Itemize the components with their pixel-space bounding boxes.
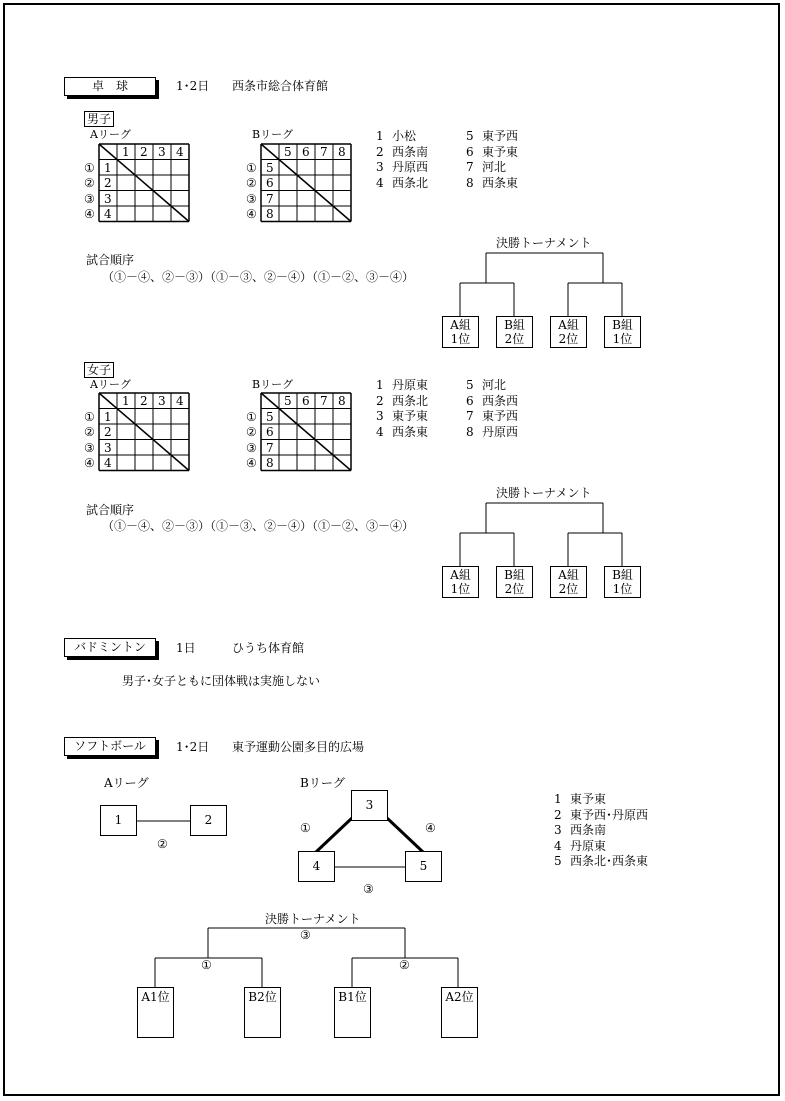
boys-final-box-line: 2位 (558, 332, 579, 346)
softball-team-num: 1 (554, 792, 562, 806)
boys-team-num: 7 (466, 160, 474, 174)
softball-a-node-2: 2 (190, 805, 227, 836)
softball-team-name: 東予東 (570, 792, 607, 806)
softball-heading: ソフトボール (64, 737, 156, 756)
boys-team-name: 河北 (482, 160, 507, 174)
girls-order: （①－④、②－③）（①－③、②－④）（①－②、③－④） (102, 519, 415, 533)
boys-b-col-header: 5 (284, 145, 292, 159)
softball-b-game-4: ④ (425, 821, 436, 835)
softball-b-league-label: Bリーグ (300, 776, 345, 790)
girls-a-row-header: 2 (104, 425, 112, 439)
girls-team-name: 丹原西 (482, 424, 519, 439)
boys-a-col-header: 3 (158, 145, 166, 159)
girls-final-label: 決勝トーナメント (496, 486, 592, 500)
girls-final-box-line: 2位 (558, 582, 579, 596)
girls-a-league-label: Aリーグ (90, 378, 131, 391)
boys-team-name: 東予西 (482, 129, 519, 143)
girls-final-box-line: A組 (450, 568, 471, 582)
girls-team-num: 2 (376, 393, 384, 408)
girls-a-col-header: 1 (122, 394, 130, 408)
softball-b-node-3: 3 (351, 790, 388, 821)
boys-order-label: 試合順序 (86, 253, 135, 267)
girls-b-col-header: 7 (320, 394, 328, 408)
boys-b-row-mark: ③ (246, 191, 257, 206)
boys-a-row-mark: ② (84, 176, 95, 190)
softball-team-num: 4 (554, 838, 562, 853)
table-tennis-heading: 卓 球 (64, 77, 156, 96)
badminton-dates: 1日 (176, 641, 196, 655)
boys-team-num: 6 (466, 144, 474, 159)
boys-team-name: 東予東 (482, 144, 519, 159)
girls-team-num: 3 (376, 409, 384, 423)
boys-b-row-header: 5 (266, 160, 274, 175)
boys-team-num: 1 (376, 129, 384, 143)
boys-a-col-header: 2 (140, 145, 148, 159)
softball-team-num: 5 (554, 854, 562, 868)
softball-a-node-1: 1 (100, 805, 137, 836)
boys-b-col-header: 8 (338, 145, 346, 159)
boys-final-box-line: B組 (612, 318, 633, 332)
girls-b-col-header: 8 (338, 394, 346, 408)
girls-final-box-line: 1位 (612, 582, 633, 596)
girls-final-box-line: 1位 (450, 582, 471, 596)
boys-a-row-header: 3 (104, 191, 112, 206)
badminton-venue: ひうち体育館 (232, 641, 305, 655)
girls-b-row-header: 6 (266, 425, 274, 439)
girls-a-row-header: 4 (104, 456, 112, 470)
boys-b-row-header: 6 (266, 176, 274, 190)
softball-team-num: 2 (554, 807, 562, 822)
softball-team-num: 3 (554, 823, 562, 837)
girls-a-row-header: 3 (104, 440, 112, 455)
girls-final-box-line: B組 (504, 568, 525, 582)
boys-final-box-line: 1位 (450, 332, 471, 346)
girls-b-row-header: 7 (266, 440, 274, 455)
girls-a-col-header: 2 (140, 394, 148, 408)
girls-team-num: 6 (466, 393, 474, 408)
boys-a-row-mark: ① (84, 160, 95, 175)
girls-b-row-header: 8 (266, 456, 274, 470)
softball-semi-game-2: ② (399, 958, 410, 972)
girls-a-row-mark: ② (84, 425, 95, 439)
boys-a-row-header: 4 (104, 207, 112, 221)
badminton-note: 男子･女子ともに団体戦は実施しない (122, 674, 321, 688)
boys-final-box-line: 1位 (612, 332, 633, 346)
badminton-heading: バドミントン (64, 638, 156, 657)
girls-b-row-header: 5 (266, 409, 274, 424)
girls-b-col-header: 5 (284, 394, 292, 408)
boys-b-row-mark: ② (246, 176, 257, 190)
boys-final-box-line: B組 (504, 318, 525, 332)
girls-final-box-line: A組 (558, 568, 579, 582)
table-tennis-venue: 西条市総合体育館 (232, 79, 329, 93)
softball-a-game: ② (157, 837, 168, 851)
softball-final-box-3: B1位 (334, 987, 371, 1038)
boys-team-name: 西条南 (392, 144, 429, 159)
softball-final-game: ③ (300, 928, 311, 942)
girls-b-row-mark: ② (246, 425, 257, 439)
girls-a-row-mark: ④ (84, 456, 95, 470)
boys-label: 男子 (84, 111, 114, 127)
boys-order: （①－④、②－③）（①－③、②－④）（①－②、③－④） (102, 270, 415, 284)
boys-team-num: 3 (376, 160, 384, 174)
boys-a-row-header: 2 (104, 176, 112, 190)
softball-b-game-3: ③ (363, 882, 374, 896)
softball-semi-game-1: ① (201, 958, 212, 972)
softball-team-name: 西条北･西条東 (570, 854, 649, 868)
girls-team-num: 5 (466, 378, 474, 392)
boys-b-row-mark: ④ (246, 207, 257, 221)
softball-final-box-1: A1位 (137, 987, 174, 1038)
girls-final-box-line: B組 (612, 568, 633, 582)
boys-final-label: 決勝トーナメント (496, 236, 592, 250)
girls-a-row-mark: ① (84, 409, 95, 424)
boys-a-col-header: 1 (122, 145, 130, 159)
boys-b-col-header: 6 (302, 145, 310, 159)
girls-team-num: 7 (466, 409, 474, 423)
softball-team-name: 丹原東 (570, 838, 607, 853)
girls-team-name: 丹原東 (392, 378, 429, 392)
boys-a-row-mark: ④ (84, 207, 95, 221)
boys-team-num: 5 (466, 129, 474, 143)
boys-final-box-line: A組 (450, 318, 471, 332)
girls-order-label: 試合順序 (86, 503, 135, 517)
boys-a-col-header: 4 (176, 145, 184, 159)
boys-team-name: 西条北 (392, 175, 429, 190)
table-tennis-dates: 1･2日 (176, 79, 210, 93)
girls-team-num: 1 (376, 378, 384, 392)
boys-team-num: 8 (466, 175, 474, 190)
boys-team-name: 小松 (392, 129, 417, 143)
girls-team-num: 8 (466, 424, 474, 439)
boys-b-row-header: 7 (266, 191, 274, 206)
softball-a-league-label: Aリーグ (104, 776, 149, 790)
softball-team-name: 西条南 (570, 823, 607, 837)
girls-team-name: 東予西 (482, 409, 519, 423)
softball-final-box-4: A2位 (441, 987, 478, 1038)
boys-team-num: 2 (376, 144, 384, 159)
boys-team-name: 丹原西 (392, 160, 429, 174)
softball-dates: 1･2日 (176, 740, 210, 754)
softball-b-node-4: 4 (298, 851, 335, 882)
girls-team-name: 河北 (482, 378, 507, 392)
softball-b-node-5: 5 (405, 851, 442, 882)
girls-b-col-header: 6 (302, 394, 310, 408)
boys-final-box-line: 2位 (504, 332, 525, 346)
boys-a-league-label: Aリーグ (90, 128, 131, 141)
girls-a-row-header: 1 (104, 409, 112, 424)
boys-b-league-label: Bリーグ (252, 128, 294, 141)
girls-b-row-mark: ③ (246, 440, 257, 455)
girls-final-box-line: 2位 (504, 582, 525, 596)
girls-team-name: 西条西 (482, 393, 519, 408)
girls-b-league-label: Bリーグ (252, 378, 294, 391)
girls-team-num: 4 (376, 424, 384, 439)
girls-label: 女子 (84, 362, 114, 378)
girls-a-row-mark: ③ (84, 440, 95, 455)
softball-venue: 東予運動公園多目的広場 (232, 740, 365, 754)
softball-team-name: 東予西･丹原西 (570, 807, 649, 822)
boys-team-num: 4 (376, 175, 384, 190)
boys-a-row-header: 1 (104, 160, 112, 175)
boys-b-col-header: 7 (320, 145, 328, 159)
softball-final-label: 決勝トーナメント (265, 912, 361, 926)
boys-b-row-mark: ① (246, 160, 257, 175)
girls-b-row-mark: ① (246, 409, 257, 424)
boys-a-row-mark: ③ (84, 191, 95, 206)
girls-b-row-mark: ④ (246, 456, 257, 470)
boys-b-row-header: 8 (266, 207, 274, 221)
girls-a-col-header: 3 (158, 394, 166, 408)
girls-team-name: 東予東 (392, 409, 429, 423)
girls-team-name: 西条東 (392, 424, 429, 439)
boys-final-box-line: A組 (558, 318, 579, 332)
boys-team-name: 西条東 (482, 175, 519, 190)
girls-a-col-header: 4 (176, 394, 184, 408)
softball-final-box-2: B2位 (244, 987, 281, 1038)
softball-b-game-1: ① (300, 821, 311, 835)
girls-team-name: 西条北 (392, 393, 429, 408)
